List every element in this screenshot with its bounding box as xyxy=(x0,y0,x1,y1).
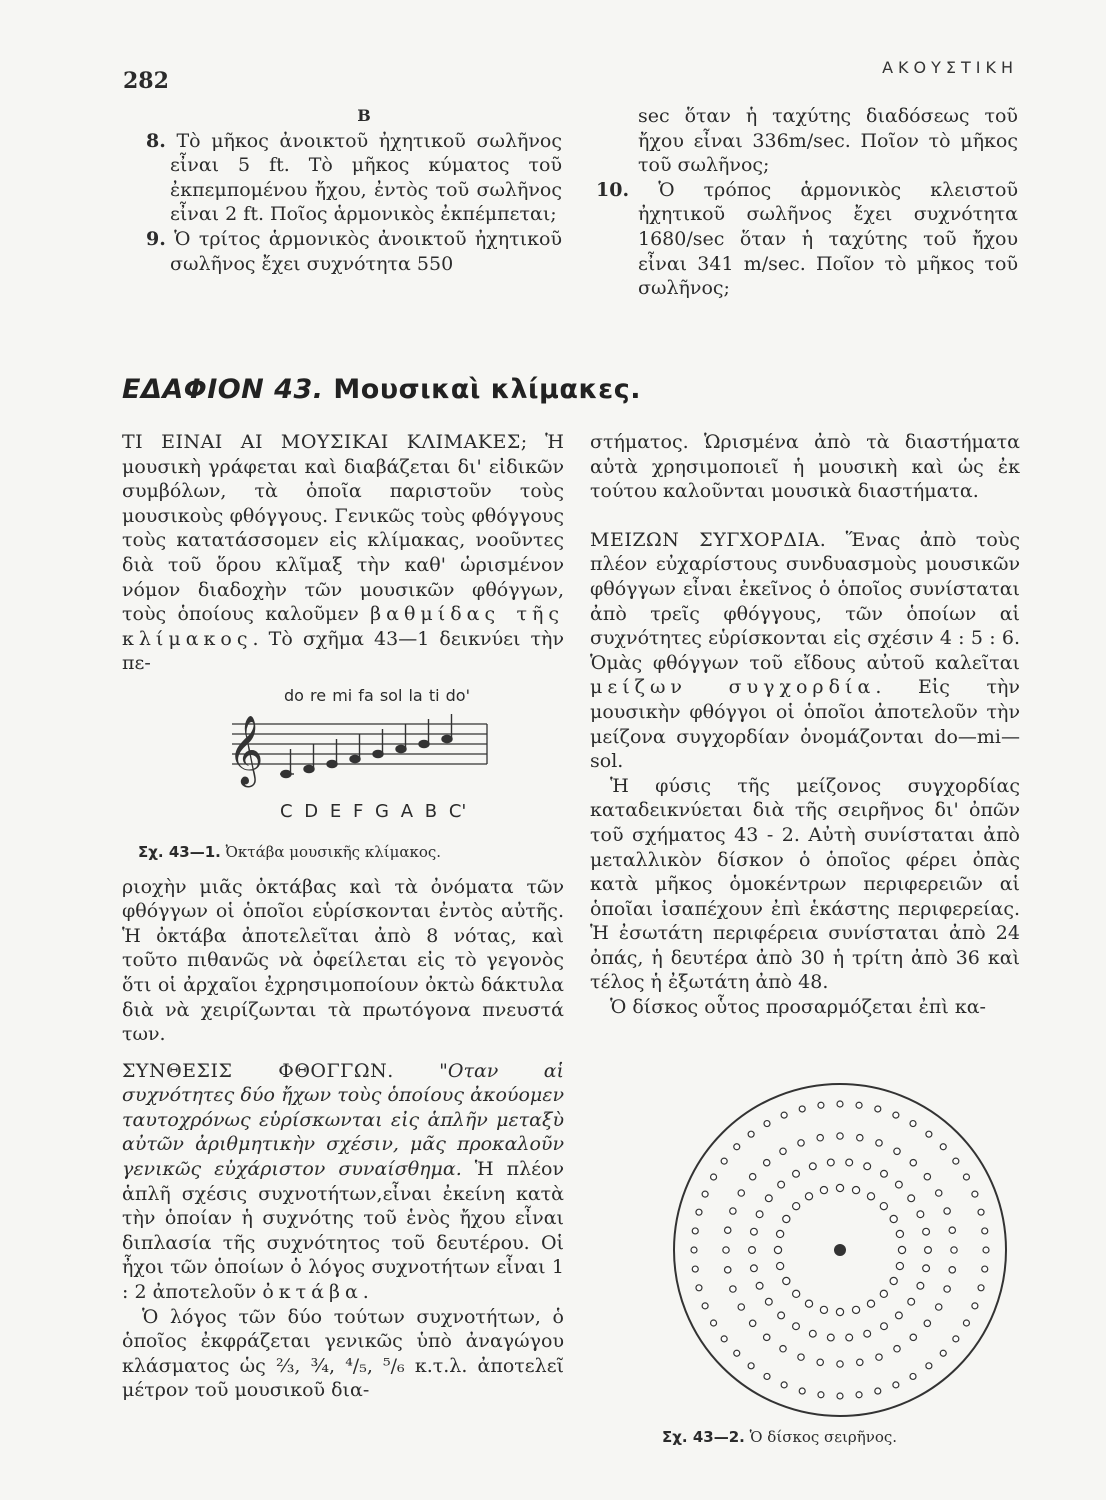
siren-hole xyxy=(856,1392,862,1398)
siren-hole xyxy=(738,1190,744,1196)
siren-hole xyxy=(781,1112,787,1118)
siren-hole xyxy=(749,1320,755,1326)
siren-hole xyxy=(692,1228,698,1234)
siren-hole xyxy=(780,1148,786,1154)
siren-hole xyxy=(978,1209,984,1215)
figure-siren-caption xyxy=(662,1428,897,1446)
siren-hole xyxy=(798,1140,804,1146)
paragraph-major-chord-spaced: μείζων συγχορδία xyxy=(590,676,876,699)
siren-hole xyxy=(852,1187,859,1194)
siren-hole xyxy=(725,1267,731,1273)
siren-hole xyxy=(764,1334,770,1340)
paragraph-scales-end: . Τὸ σχῆμα 43—1 δεικνύει τὴν πε- xyxy=(122,627,564,675)
siren-hole xyxy=(926,1131,932,1137)
running-head: ΑΚΟΥΣΤΙΚΗ xyxy=(882,58,1018,77)
siren-hole xyxy=(692,1266,698,1272)
siren-hole xyxy=(924,1320,930,1326)
siren-hole xyxy=(895,1181,902,1188)
siren-hole xyxy=(936,1304,942,1310)
siren-hole xyxy=(837,1101,843,1107)
siren-hole xyxy=(972,1303,978,1309)
solfege-labels: do re mi fa sol la ti do' xyxy=(284,685,470,705)
problem-10-text: Ὁ τρόπος ἁρμονικὸς κλειστοῦ ἠχητικοῦ σωλῆνος ἔχει συχνότητα 1680/sec ὅταν ἡ ταχύτης τοῦ ἤχου εἶναι 341 m/sec. Ποῖον τὸ μῆκος τοῦ σωλῆνος; xyxy=(638,178,1018,300)
siren-hole xyxy=(867,1300,874,1307)
siren-hole xyxy=(765,1195,772,1202)
paragraph-major-chord-heading: ΜΕΙΖΩΝ ΣΥΓΧΟΡΔΙΑ. xyxy=(590,528,827,551)
siren-hole xyxy=(880,1290,887,1297)
siren-hole xyxy=(940,1144,946,1150)
siren-hole xyxy=(917,1282,924,1289)
siren-hole xyxy=(696,1209,702,1215)
figure-octave-caption-text: Ὀκτάβα μουσικῆς κλίμακος. xyxy=(220,842,442,861)
siren-hole xyxy=(876,1354,882,1360)
siren-hole xyxy=(734,1144,740,1150)
siren-hole xyxy=(890,1215,897,1222)
disk-hub xyxy=(834,1244,846,1256)
paragraph-scales xyxy=(122,430,564,676)
paragraph-synthesis-heading: ΣΥΝΘΕΣΙΣ ΦΘΟΓΓΩΝ. xyxy=(122,1059,394,1082)
siren-hole xyxy=(799,1106,805,1112)
problem-9 xyxy=(146,227,562,276)
siren-hole xyxy=(793,1323,800,1330)
siren-hole xyxy=(857,1359,863,1365)
problems-letter: Β xyxy=(357,106,371,125)
siren-hole xyxy=(827,1334,834,1341)
siren-hole xyxy=(837,1361,843,1367)
siren-hole xyxy=(738,1304,744,1310)
siren-hole xyxy=(764,1121,770,1127)
siren-hole xyxy=(730,1208,736,1214)
siren-hole xyxy=(898,1246,905,1253)
paragraph-major-chord-end: . Εἰς τὴν μουσικὴν φθόγγοι οἱ ὁποῖοι ἀποτελοῦν τὴν μείζονα συγχορδίαν ὀνομάζονται do—mi—sol. xyxy=(590,676,1020,773)
problems-left xyxy=(146,104,562,276)
paragraph-scales-text: Ἡ μουσικὴ γράφεται καὶ διαβάζεται δι' εἰδικῶν συμβόλων, τὰ ὁποῖα παριστοῦν τοὺς μουσικοὺς φθόγγους. Γενικῶς τοὺς φθόγγους τοὺς κατατάσσομεν εἰς κλίμακας, νοοῦντες διὰ τοῦ ὅρου κλῖμαξ τὴν καθ' ὡρισμένον νόμον διαδοχὴν τῶν μουσικῶν φθόγγων, τοὺς ὁποίους καλοῦμεν xyxy=(122,431,564,626)
paragraph-ratio: Ὁ λόγος τῶν δύο τούτων συχνοτήτων, ὁ ὁποῖος ἐκφράζεται γενικῶς ὑπὸ ἀναγώγου κλάσματος ὡς ⅔, ¾, ⁴/₅, ⁵/₆ κ.τ.λ. ἀποτελεῖ μέτρον τοῦ μουσικοῦ δια- xyxy=(122,1305,564,1402)
siren-hole xyxy=(936,1190,942,1196)
siren-hole xyxy=(836,1184,843,1191)
siren-hole xyxy=(793,1170,800,1177)
siren-hole xyxy=(764,1159,770,1165)
figure-siren-caption-text: Ὁ δίσκος σειρῆνος. xyxy=(744,1428,898,1446)
page-number: 282 xyxy=(123,68,169,94)
siren-hole xyxy=(893,1382,899,1388)
paragraph-scales-heading: ΤΙ ΕΙΝΑΙ ΑΙ ΜΟΥΣΙΚΑΙ ΚΛΙΜΑΚΕΣ; xyxy=(122,431,528,453)
siren-hole xyxy=(837,1133,843,1139)
siren-hole xyxy=(837,1393,843,1399)
siren-hole xyxy=(702,1303,708,1309)
siren-hole xyxy=(809,1330,816,1337)
paragraph-octave: ριοχὴν μιᾶς ὀκτάβας καὶ τὰ ὀνόματα τῶν φθόγγων οἱ ὁποῖοι εὑρίσκονται ἐντὸς αὐτῆς. Ἡ ὀκτάβα ἀποτελεῖται ἀπὸ 8 νότας, καὶ τοῦτο πιθανῶς νὰ ὀφείλεται εἰς τὸ γεγονὸς ὅτι οἱ ἀρχαῖοι ἐχρησιμοποίουν ὀκτὼ δάκτυλα διὰ νὰ χειρίζωνται τὰ πρωτόγονα πνευστά των. xyxy=(122,875,564,1046)
siren-hole xyxy=(881,1323,888,1330)
siren-hole xyxy=(890,1277,897,1284)
paragraph-synthesis-end: . xyxy=(362,1281,369,1304)
siren-hole xyxy=(774,1246,781,1253)
siren-hole xyxy=(777,1230,784,1237)
paragraph-intervals: στήματος. Ὡρισμένα ἀπὸ τὰ διαστήματα αὐτὰ χρησιμοποιεῖ ἡ μουσικὴ καὶ ὡς ἐκ τούτου καλοῦνται μουσικὰ διαστήματα. xyxy=(590,431,1020,503)
siren-hole xyxy=(817,1359,823,1365)
figure-octave-caption-number: Σχ. 43—1. xyxy=(138,842,221,861)
siren-hole xyxy=(836,1308,843,1315)
siren-hole xyxy=(864,1163,871,1170)
siren-hole xyxy=(756,1282,763,1289)
paragraph-synthesis-spaced: ὀκτάβα xyxy=(262,1281,363,1304)
siren-hole xyxy=(940,1350,946,1356)
siren-hole xyxy=(923,1265,930,1272)
siren-hole xyxy=(820,1306,827,1313)
siren-hole xyxy=(721,1336,727,1342)
siren-hole xyxy=(749,1174,755,1180)
siren-hole xyxy=(846,1334,853,1341)
siren-hole xyxy=(721,1158,727,1164)
siren-hole xyxy=(983,1247,989,1253)
figure-octave xyxy=(122,686,564,836)
siren-hole xyxy=(910,1334,916,1340)
siren-hole xyxy=(894,1148,900,1154)
siren-hole xyxy=(780,1346,786,1352)
siren-hole xyxy=(783,1277,790,1284)
siren-hole xyxy=(949,1267,955,1273)
siren-hole xyxy=(875,1106,881,1112)
siren-hole xyxy=(765,1298,772,1305)
siren-hole xyxy=(846,1159,853,1166)
problem-10-number: 10. xyxy=(596,178,630,201)
siren-hole xyxy=(881,1170,888,1177)
siren-hole xyxy=(856,1102,862,1108)
siren-hole xyxy=(817,1135,823,1141)
siren-hole xyxy=(751,1265,758,1272)
siren-hole xyxy=(827,1159,834,1166)
siren-hole xyxy=(748,1131,754,1137)
siren-hole xyxy=(908,1298,915,1305)
siren-hole xyxy=(857,1135,863,1141)
problems-right xyxy=(590,104,1018,301)
siren-hole xyxy=(781,1382,787,1388)
siren-hole xyxy=(702,1191,708,1197)
siren-hole xyxy=(809,1163,816,1170)
siren-hole xyxy=(852,1306,859,1313)
siren-hole xyxy=(764,1373,770,1379)
siren-hole xyxy=(691,1247,697,1253)
siren-hole xyxy=(751,1228,758,1235)
siren-hole xyxy=(978,1285,984,1291)
siren-hole xyxy=(818,1102,824,1108)
siren-hole xyxy=(893,1112,899,1118)
siren-hole xyxy=(696,1285,702,1291)
siren-hole xyxy=(944,1208,950,1214)
problem-9-number: 9. xyxy=(146,227,166,250)
siren-hole xyxy=(876,1140,882,1146)
siren-hole xyxy=(711,1320,717,1326)
siren-hole xyxy=(925,1247,932,1254)
problem-8 xyxy=(146,129,562,227)
siren-hole xyxy=(820,1187,827,1194)
siren-hole xyxy=(924,1174,930,1180)
siren-hole xyxy=(798,1354,804,1360)
siren-hole xyxy=(982,1228,988,1234)
siren-hole xyxy=(749,1247,756,1254)
siren-hole xyxy=(926,1363,932,1369)
siren-hole xyxy=(953,1336,959,1342)
siren-hole xyxy=(777,1262,784,1269)
siren-hole xyxy=(778,1312,785,1319)
siren-hole xyxy=(730,1286,736,1292)
siren-hole xyxy=(894,1346,900,1352)
siren-hole xyxy=(805,1193,812,1200)
siren-hole xyxy=(793,1290,800,1297)
paragraph-synthesis xyxy=(122,1059,564,1305)
staff-figure xyxy=(222,704,502,804)
treble-clef-icon: 𝄞 xyxy=(228,714,264,785)
problem-8-text: Τὸ μῆκος ἀνοικτοῦ ἠχητικοῦ σωλῆνος εἶναι 5 ft. Τὸ μῆκος κύματος τοῦ ἐκπεμπομένου ἤχου, ἐντὸς τοῦ σωλῆνος εἶναι 2 ft. Ποῖος ἁρμονικὸς ἐκπέμπεται; xyxy=(170,129,562,226)
siren-hole xyxy=(972,1191,978,1197)
siren-hole xyxy=(778,1181,785,1188)
problem-9-text: Ὁ τρίτος ἁρμονικὸς ἀνοικτοῦ ἠχητικοῦ σωλῆνος ἔχει συχνότητα 550 xyxy=(170,227,562,275)
paragraph-disk: Ὁ δίσκος οὗτος προσαρμόζεται ἐπὶ κα- xyxy=(610,996,986,1019)
siren-hole xyxy=(910,1121,916,1127)
siren-hole xyxy=(944,1286,950,1292)
siren-hole xyxy=(896,1230,903,1237)
siren-hole xyxy=(895,1312,902,1319)
paragraph-synthesis-italic: "Οταν αἱ συχνότητες δύο ἤχων τοὺς ὁποίους ἀκούομεν ταυτοχρόνως εὑρίσκωνται εἰς ἁπλῆν μεταξὺ αὐτῶν ἀριθμητικὴν σχέσιν, μᾶς προκαλοῦν γενικῶς εὐχάριστον συναίσθημα. xyxy=(122,1059,564,1181)
problem-8-number: 8. xyxy=(146,129,166,152)
siren-hole xyxy=(908,1195,915,1202)
siren-hole xyxy=(748,1363,754,1369)
siren-hole xyxy=(982,1266,988,1272)
siren-hole xyxy=(923,1228,930,1235)
siren-hole xyxy=(917,1211,924,1218)
right-column xyxy=(590,430,1020,1020)
siren-hole xyxy=(896,1262,903,1269)
siren-hole xyxy=(783,1215,790,1222)
siren-hole xyxy=(910,1373,916,1379)
siren-hole xyxy=(799,1388,805,1394)
siren-hole xyxy=(875,1388,881,1394)
paragraph-synthesis-text: Ἡ πλέον ἁπλῆ σχέσις συχνοτήτων,εἶναι ἐκείνη κατὰ τὴν ὁποίαν ἡ συχνότης τοῦ ἑνὸς ἤχου εἶναι διπλασία τῆς συχνότητος τοῦ δευτέρου. Οἱ ἦχοι τῶν ὁποίων ὁ λόγος συχνοτήτων εἶναι 1 : 2 ἀποτελοῦν xyxy=(122,1158,564,1304)
siren-hole xyxy=(949,1227,955,1233)
section-label: ΕΔΑΦΙΟΝ 43. xyxy=(122,374,324,405)
left-column xyxy=(122,430,564,1403)
siren-hole xyxy=(880,1203,887,1210)
problem-9-continued: sec ὅταν ἡ ταχύτης διαδόσεως τοῦ ἤχου εἶναι 336m/sec. Ποῖον τὸ μῆκος τοῦ σωλῆνος; xyxy=(638,105,1018,177)
section-title: Μουσικαὶ κλίμακες. xyxy=(333,374,641,405)
problem-10 xyxy=(590,178,1018,301)
siren-hole xyxy=(723,1247,729,1253)
paragraph-major-chord xyxy=(590,528,1020,774)
siren-hole xyxy=(910,1159,916,1165)
note-letters: C D E F G A B C' xyxy=(280,800,467,822)
paragraph-major-chord-text: Ἕνας ἀπὸ τοὺς πλέον εὐχαρίστους συνδυασμοὺς μουσικῶν φθόγγων εἶναι ἐκεῖνος ὁ ὁποῖος συνίσταται ἀπὸ τρεῖς φθόγγους, τῶν ὁποίων αἱ συχνότητες εὑρίσκονται εἰς σχέσιν 4 : 5 : 6. Ὁμὰς φθόγγων τοῦ εἴδους αὐτοῦ καλεῖται xyxy=(590,528,1020,674)
siren-hole xyxy=(734,1350,740,1356)
siren-hole xyxy=(867,1193,874,1200)
siren-hole xyxy=(756,1211,763,1218)
siren-hole xyxy=(805,1300,812,1307)
siren-hole xyxy=(963,1320,969,1326)
section-heading xyxy=(122,374,641,405)
siren-disk-figure xyxy=(670,1080,1010,1420)
siren-hole xyxy=(953,1158,959,1164)
siren-hole xyxy=(793,1203,800,1210)
figure-octave-caption xyxy=(138,840,564,865)
paragraph-siren: Ἡ φύσις τῆς μείζονος συγχορδίας καταδεικνύεται διὰ τῆς σειρῆνος δι' ὀπῶν τοῦ σχήματος 43 - 2. Αὐτὴ συνίσταται ἀπὸ μεταλλικὸν δίσκον ὁ ὁποῖος φέρει ὀπὰς κατὰ μῆκος ὁμοκέντρων περιφερειῶν αἱ ὁποῖαι ἰσαπέχουν ἐπὶ ἑκάστης περιφερείας. Ἡ ἐσωτάτη περιφέρεια συνίσταται ἀπὸ 24 ὀπάς, ἡ δευτέρα ἀπὸ 30 ἡ τρίτη ἀπὸ 36 καὶ τέλος ἡ ἐξωτάτη ἀπὸ 48. xyxy=(590,774,1020,994)
figure-siren-caption-number: Σχ. 43—2. xyxy=(662,1428,745,1446)
paragraph-scales-spaced: βαθμίδας τῆς κλίμακος xyxy=(122,603,564,650)
siren-hole xyxy=(951,1247,957,1253)
siren-hole xyxy=(963,1174,969,1180)
siren-hole xyxy=(864,1330,871,1337)
siren-hole xyxy=(725,1227,731,1233)
siren-hole xyxy=(818,1392,824,1398)
siren-hole xyxy=(711,1174,717,1180)
